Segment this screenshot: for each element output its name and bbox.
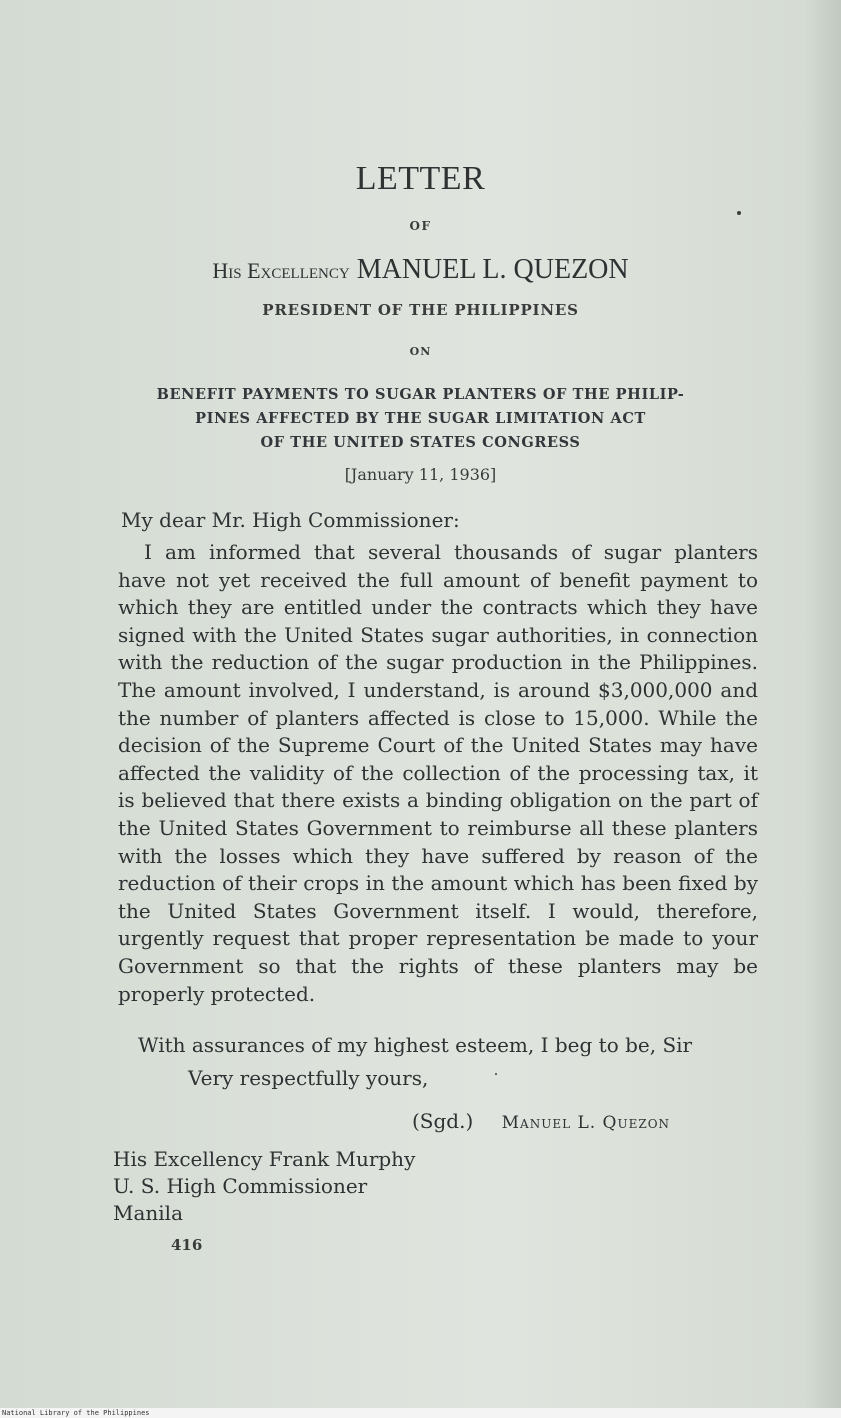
- valediction: Very respectfully yours,: [188, 1066, 429, 1090]
- letter-title: LETTER: [355, 160, 486, 197]
- page-edge-shadow: [803, 0, 841, 1408]
- signature-mark: (Sgd.): [412, 1109, 474, 1133]
- of-label: OF: [409, 219, 432, 233]
- letter-date: [January 11, 1936]: [344, 465, 497, 484]
- subject-line: PINES AFFECTED BY THE SUGAR LIMITATION ACT: [195, 410, 646, 427]
- ink-speck: [737, 211, 741, 215]
- addressee-line: Manila: [113, 1201, 183, 1225]
- closing-line: With assurances of my highest esteem, I beg to be, Sir: [138, 1033, 693, 1057]
- author-heading: [0, 254, 841, 286]
- signature-name: Manuel L. Quezon: [501, 1113, 671, 1133]
- addressee-line: His Excellency Frank Murphy: [113, 1147, 416, 1171]
- addressee-line: U. S. High Commissioner: [113, 1174, 368, 1198]
- addressee-block: [113, 1146, 415, 1227]
- subject-line: BENEFIT PAYMENTS TO SUGAR PLANTERS OF THE PHILIP-: [156, 386, 685, 403]
- author-prefix: His Excellency: [212, 258, 350, 283]
- letter-subject: [0, 383, 841, 455]
- library-credit: National Library of the Philippines: [2, 1409, 150, 1417]
- letter-body: I am informed that several thousands of sugar planters have not yet received the full amount of benefit payment to which they are entitled under the contracts which they have signed with the United States sugar authorities, in connection with the reduction of the sugar production in the Philippines. The amount involved, I understand, is around $3,000,000 and the number of planters affected is close to 15,000. While the decision of the Supreme Court of the United States may have affected the validity of the collection of the processing tax, it is believed that there exists a binding obligation on the part of the United States Government to reimburse all these planters with the losses which they have suffered by reason of the reduction of their crops in the amount which has been fixed by the United States Government itself. I would, therefore, urgently request that proper representation be made to your Government so that the rights of these planters may be properly protected.: [118, 540, 758, 1006]
- author-name: MANUEL L. QUEZON: [356, 254, 629, 285]
- salutation: My dear Mr. High Commissioner:: [121, 508, 460, 532]
- page-number: 416: [171, 1236, 203, 1254]
- subject-line: OF THE UNITED STATES CONGRESS: [260, 434, 581, 451]
- ink-speck: [495, 1073, 497, 1075]
- on-label: ON: [409, 345, 432, 358]
- signature-block: [412, 1109, 670, 1133]
- author-title: PRESIDENT OF THE PHILIPPINES: [262, 301, 579, 319]
